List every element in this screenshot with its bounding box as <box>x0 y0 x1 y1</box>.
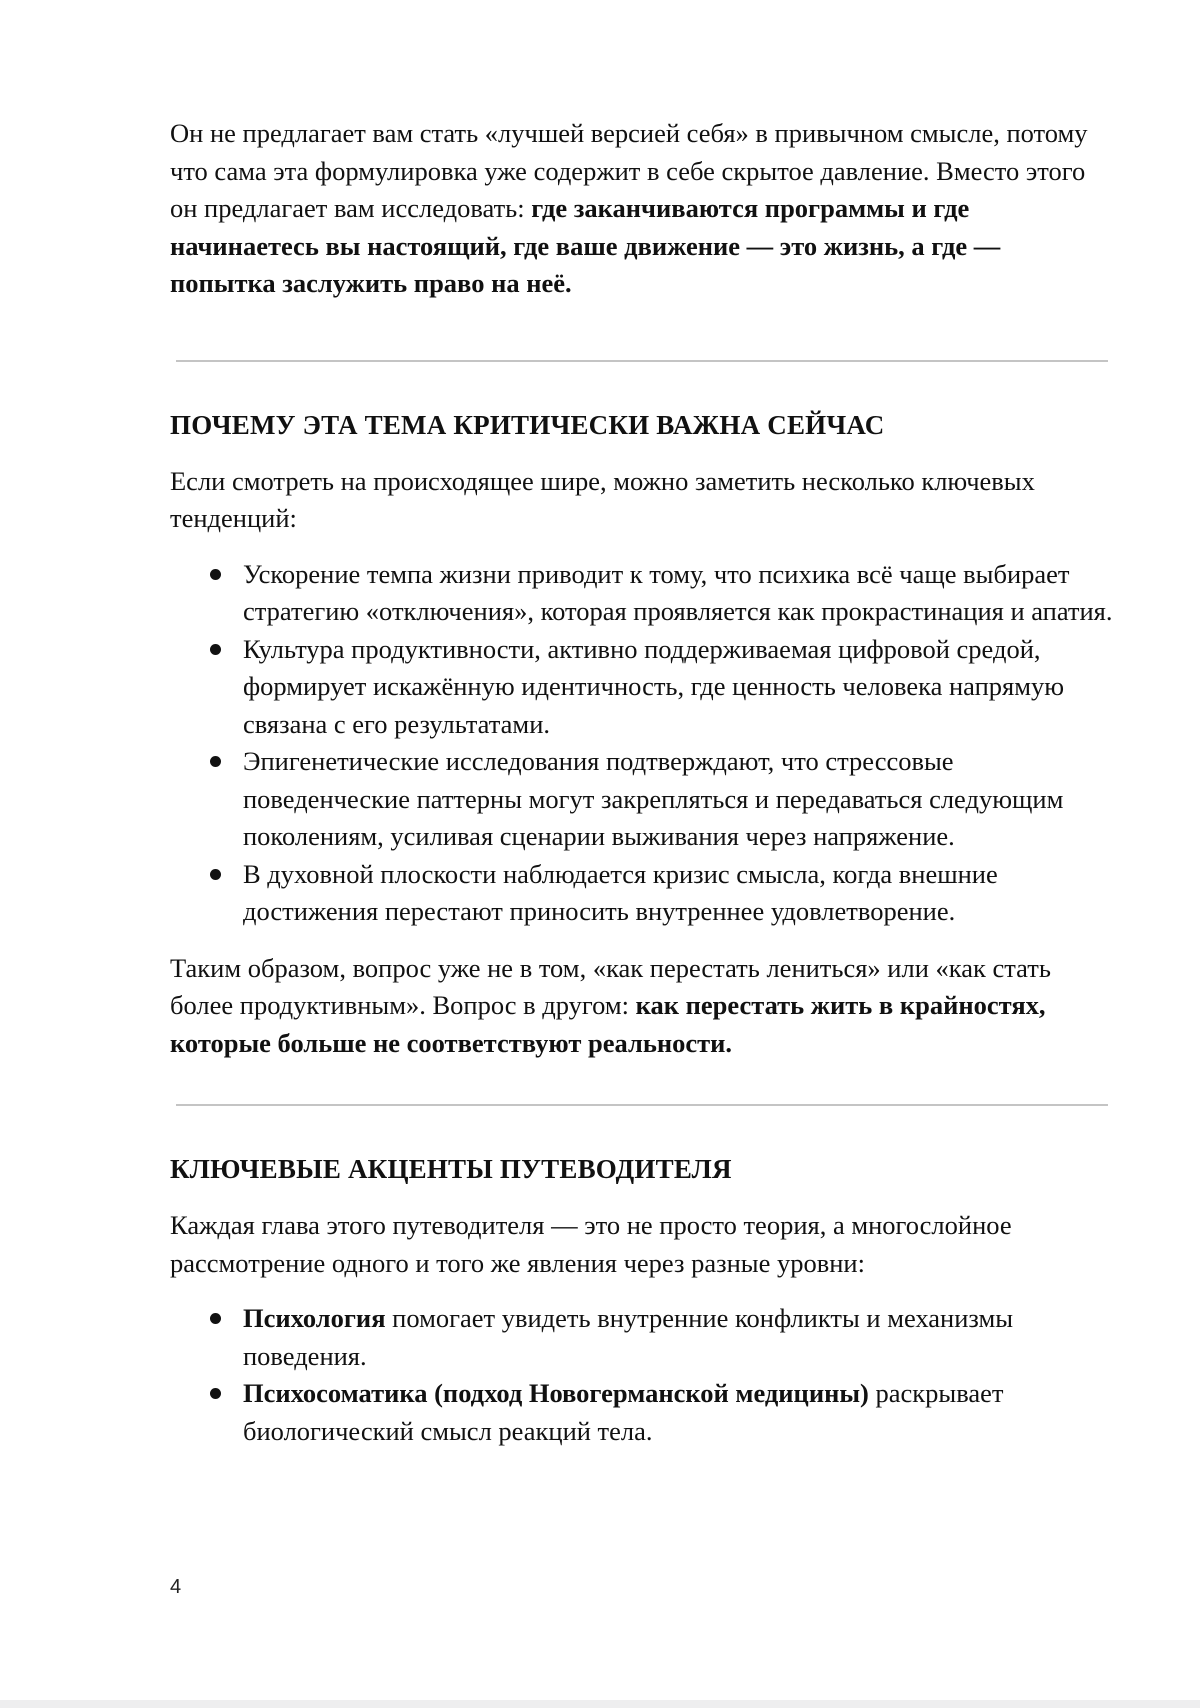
bullet-icon <box>210 644 221 655</box>
section-heading-accents: КЛЮЧЕВЫЕ АКЦЕНТЫ ПУТЕВОДИТЕЛЯ <box>170 1154 732 1184</box>
page-content <box>170 115 1120 1450</box>
conclusion-paragraph <box>170 950 1120 1063</box>
conclusion-text: Таким образом, вопрос уже не в том, «как перестать лениться» или «как стать более продуктивным». Вопрос в другом: <box>170 952 1051 1020</box>
bullet-icon <box>210 869 221 880</box>
accents-list <box>170 1300 1120 1450</box>
list-item <box>170 856 1120 931</box>
list-item-text: помогает увидеть внутренние конфликты и механизмы поведения. <box>243 1303 1014 1371</box>
list-item-text: Культура продуктивности, активно поддерживаемая цифровой средой, формирует искажённую идентичность, где ценность человека напрямую связана с его результатами. <box>243 633 1065 739</box>
section-divider <box>176 1104 1108 1106</box>
list-item-term: Психология <box>243 1303 386 1333</box>
list-item <box>170 556 1120 631</box>
list-item <box>170 1375 1120 1450</box>
section-lead-importance: Если смотреть на происходящее шире, можно заметить несколько ключевых тенденций: <box>170 465 1035 533</box>
trends-list <box>170 556 1120 931</box>
list-item <box>170 631 1120 744</box>
list-item-text: раскрывает биологический смысл реакций тела. <box>243 1378 1004 1446</box>
page-number: 4 <box>170 1576 182 1598</box>
intro-text: Он не предлагает вам стать «лучшей версией себя» в привычном смысле, потому что сама эта формулировка уже содержит в себе скрытое давление. Вместо этого он предлагает вам исследовать: <box>170 118 1088 223</box>
list-item-text: Эпигенетические исследования подтверждают, что стрессовые поведенческие паттерны могут закрепляться и передаваться следующим поколениям, усиливая сценарии выживания через напряжение. <box>243 746 1064 851</box>
bullet-icon <box>210 1313 221 1324</box>
section-divider <box>176 360 1108 362</box>
section-heading-importance: ПОЧЕМУ ЭТА ТЕМА КРИТИЧЕСКИ ВАЖНА СЕЙЧАС <box>170 409 885 440</box>
conclusion-emphasis: как перестать жить в крайностях, которые больше не соответствуют реальности. <box>170 990 1046 1058</box>
list-item-text: Ускорение темпа жизни приводит к тому, что психика всё чаще выбирает стратегию «отключения», которая проявляется как прокрастинация и апатия. <box>243 558 1113 626</box>
bullet-icon <box>210 1388 221 1399</box>
list-item <box>170 1300 1120 1375</box>
list-item-term: Психосоматика (подход Новогерманской медицины) <box>243 1378 869 1408</box>
intro-emphasis: где заканчиваются программы и где начинаетесь вы настоящий, где ваше движение — это жизнь, а где — попытка заслужить право на неё. <box>170 193 1001 298</box>
bullet-icon <box>210 569 221 580</box>
bullet-icon <box>210 756 221 767</box>
list-item-text: В духовной плоскости наблюдается кризис смысла, когда внешние достижения перестают приносить внутреннее удовлетворение. <box>243 858 998 926</box>
intro-paragraph <box>170 115 1100 303</box>
list-item <box>170 743 1120 856</box>
section-lead-accents: Каждая глава этого путеводителя — это не просто теория, а многослойное рассмотрение одного и того же явления через разные уровни: <box>170 1210 1012 1278</box>
